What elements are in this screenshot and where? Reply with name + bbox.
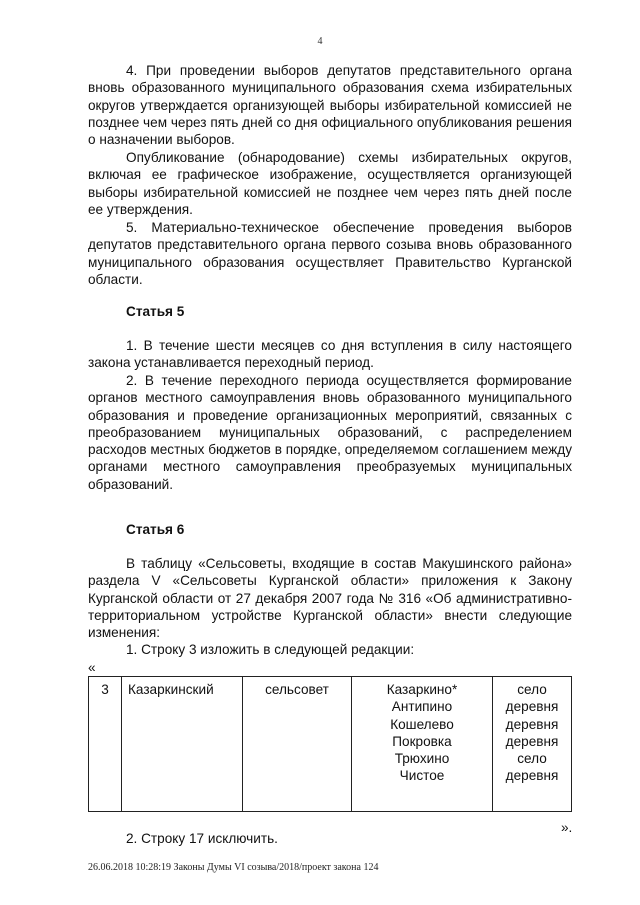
settlement-kind: деревня — [505, 733, 559, 749]
council-type-cell: сельсовет — [243, 677, 352, 812]
quote-close: ». — [561, 820, 573, 835]
settlements-table — [88, 676, 572, 812]
settlement-kind: деревня — [505, 768, 559, 784]
settlements-cell — [352, 677, 493, 812]
paragraph-transition-period: 1. В течение шести месяцев со дня вступления в силу настоящего закона устанавливается переходный период. — [88, 338, 572, 371]
settlement-kind: село — [517, 682, 547, 697]
settlement-name: Антипино — [391, 699, 453, 715]
settlement-kind: село — [517, 751, 547, 767]
settlement-kinds-cell — [493, 677, 572, 812]
paragraph-table-amendment: В таблицу «Сельсоветы, входящие в состав Макушинского района» раздела V «Сельсоветы Курганской области» приложения к Закону Курганской области от 27 декабря 2007 года № 316 «Об административно-территориальном устройстве Курганской области» внести следующие изменения: — [88, 556, 572, 641]
paragraph-5-support: 5. Материально-техническое обеспечение проведения выборов депутатов представительного органа первого созыва вновь образованного муниципального образования осуществляет Правительство Курганской области. — [88, 220, 572, 287]
settlement-name: Трюхино — [394, 751, 450, 767]
heading-article-6: Статья 6 — [126, 522, 185, 537]
settlement-kind: деревня — [505, 716, 559, 732]
page-number: 4 — [317, 36, 323, 47]
heading-article-5: Статья 5 — [126, 304, 185, 319]
council-name-cell: Казаркинский — [122, 677, 243, 812]
paragraph-publication: Опубликование (обнародование) схемы избирательных округов, включая ее графическое изображение, осуществляется организующей выборы избирательной комиссией не позднее чем через пять дней после ее утверждения. — [88, 150, 572, 217]
row-number-cell: 3 — [89, 677, 122, 812]
quote-open: « — [88, 660, 96, 675]
table-row — [89, 677, 572, 812]
paragraph-row-17: 2. Строку 17 исключить. — [126, 831, 278, 846]
settlement-kind: деревня — [505, 699, 559, 715]
footer-file-path: 26.06.2018 10:28:19 Законы Думы VI созыва/2018/проект закона 124 — [88, 862, 379, 873]
paragraph-4-elections: 4. При проведении выборов депутатов представительного органа вновь образованного муниципального образования схема избирательных округов утверждается организующей выборы избирательной комиссией не позднее чем через пять дней со дня официального опубликования решения о назначении выборов. — [88, 63, 572, 148]
paragraph-row-3: 1. Строку 3 изложить в следующей редакции: — [126, 642, 415, 657]
settlement-name: Покровка — [392, 733, 452, 749]
settlement-name: Казаркино* — [386, 682, 458, 697]
settlement-name: Кошелево — [390, 716, 454, 732]
settlement-name: Чистое — [399, 768, 445, 784]
paragraph-transition-measures: 2. В течение переходного периода осуществляется формирование органов местного самоуправления вновь образованного муниципального образования и проведение организационных мероприятий, связанных с преобразованием муниципальных образований, с распределением расходов местных бюджетов в порядке, определяемом соглашением между органами местного самоуправления преобразуемых муниципальных образований. — [88, 373, 572, 492]
